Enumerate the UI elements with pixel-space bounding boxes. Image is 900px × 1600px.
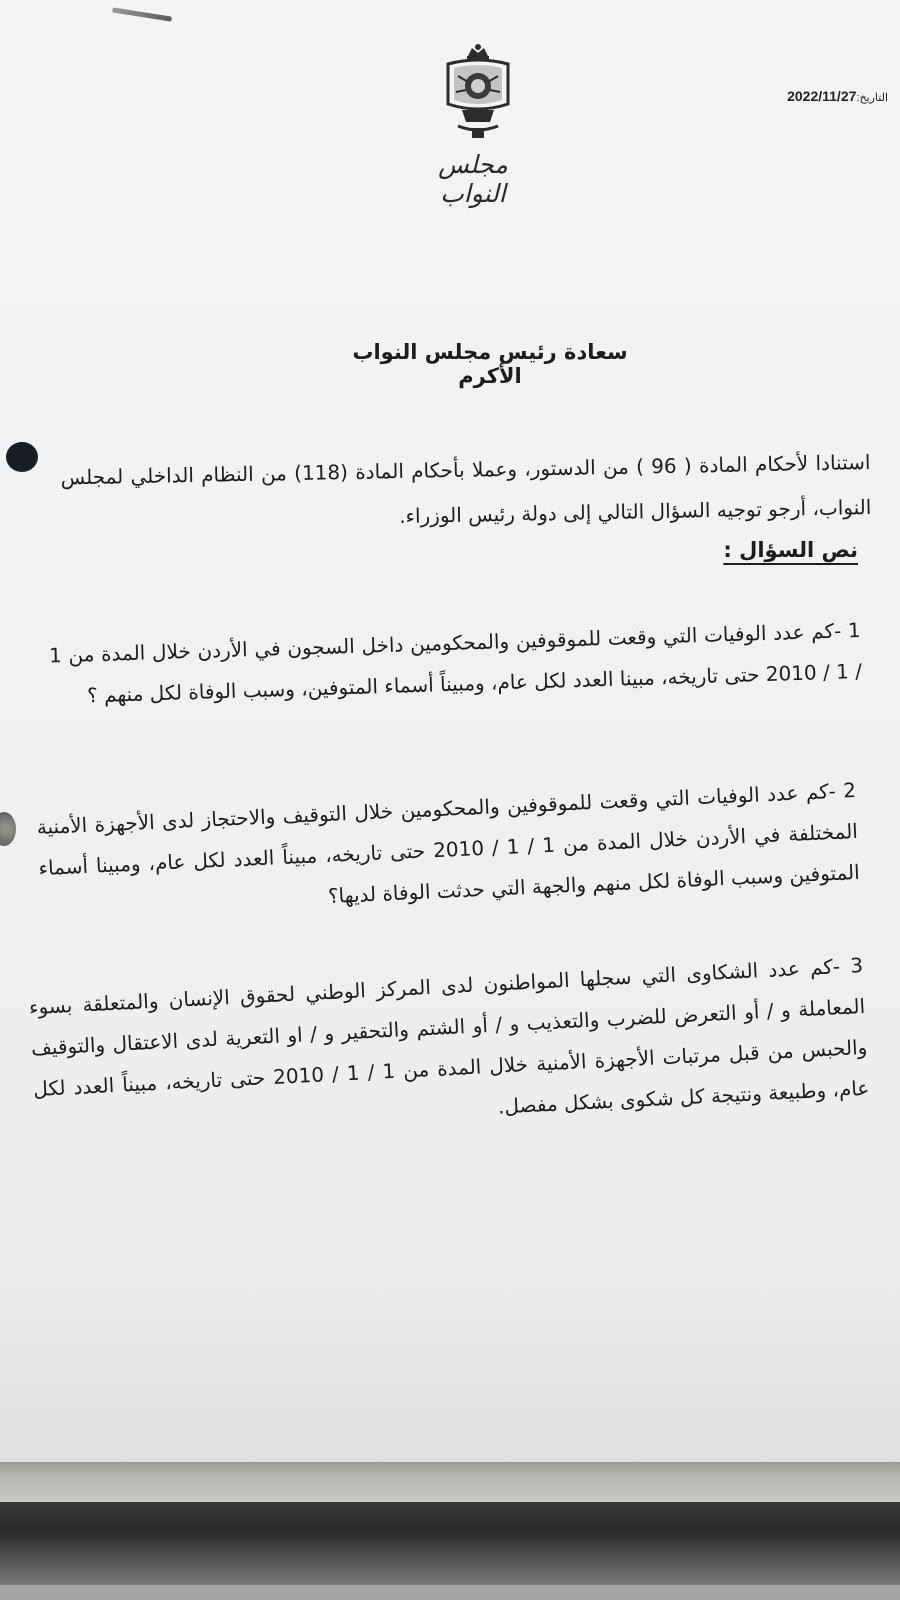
- council-name-logo: مجلس النواب: [438, 150, 508, 208]
- date-label: التاريخ:: [856, 92, 888, 104]
- question-heading: نص السؤال :: [723, 538, 858, 562]
- addressee: سعادة رئيس مجلس النواب الأكرم: [352, 340, 628, 388]
- page-shadow: [0, 1280, 900, 1470]
- question-3: 3 -كم عدد الشكاوى التي سجلها المواطنون لدى المركز الوطني لحقوق الإنسان والمتعلقة بسوء المعاملة و / أو التعرض للضرب والتعذيب و / أو الشتم والتحقير و / او التعرية لدى الاعتقال والتوقيف والحبس من قبل مرتبات الأجهزة الأمنية خلال المدة من 1 / 1 / 2010 حتى تاريخه، مبيناً العدد لكل عام، وطبيعة ونتيجة كل شكوى بشكل مفصل.: [28, 952, 870, 1119]
- question-1: 1 -كم عدد الوفيات التي وقعت للموقوفين والمحكومين داخل السجون في الأردن خلال المدة من 1 / 1 / 2010 حتى تاريخه، مبينا العدد لكل عام، ومبيناً أسماء المتوفين، وسبب الوفاة لكل منهم ؟: [48, 617, 863, 708]
- date-line: [787, 88, 888, 104]
- punch-hole: [0, 812, 16, 846]
- underlying-paper-edge: [0, 1462, 900, 1502]
- staple: [112, 7, 172, 21]
- punch-hole: [6, 442, 38, 472]
- question-2: 2 -كم عدد الوفيات التي وقعت للموقوفين والمحكومين خلال التوقيف والاحتجاز لدى الأجهزة الأمنية المختلفة في الأردن خلال المدة من 1 / 1 / 2010 حتى تاريخه، مبيناً العدد لكل عام، ومبينا أسماء المتوفين وسبب الوفاة لكل منهم والجهة التي حدثت الوفاة لديها؟: [36, 777, 861, 909]
- intro-paragraph: استنادا لأحكام المادة ( 96 ) من الدستور، وعملا بأحكام المادة (118) من النظام الداخلي لمجلس النواب، أرجو توجيه السؤال التالي إلى دولة رئيس الوزراء.: [60, 449, 872, 529]
- date-value: 2022/11/27: [787, 88, 857, 104]
- jordan-coat-of-arms-icon: [438, 42, 518, 142]
- desk-edge: [0, 1585, 900, 1600]
